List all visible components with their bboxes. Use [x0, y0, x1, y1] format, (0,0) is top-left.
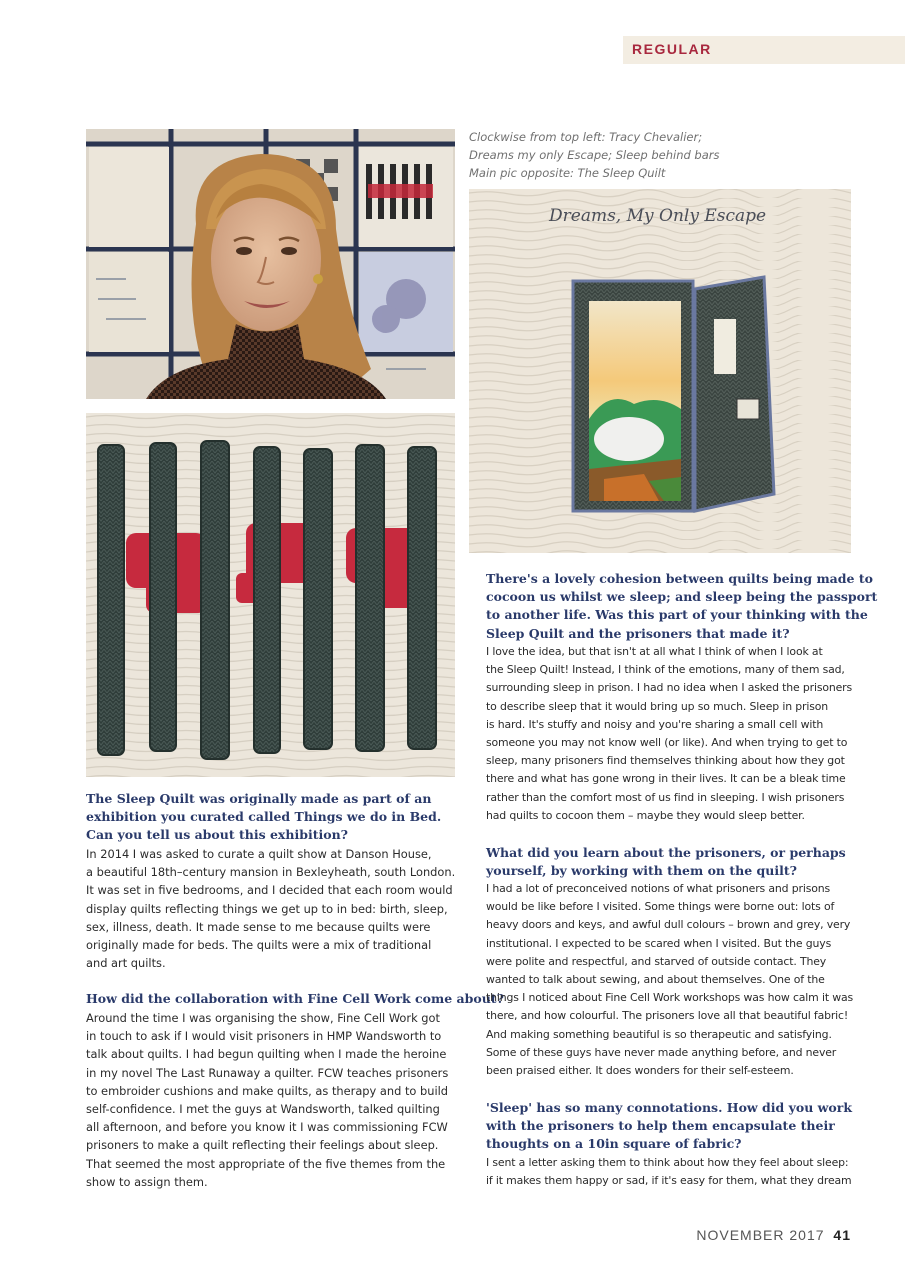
answer-line: talk about quilts. I had begun quilting when I made the heroine: [86, 1047, 447, 1062]
answer-line: would be like before I visited. Some things were borne out: lots of: [486, 900, 835, 914]
caption-line: Main pic opposite: The Sleep Quilt: [469, 166, 666, 180]
answer-line: I had a lot of preconceived notions of what prisoners and prisons: [486, 882, 831, 895]
answer-connotations: [486, 1154, 851, 1190]
page-number: 41: [833, 1227, 851, 1243]
issue-date: NOVEMBER 2017: [696, 1227, 825, 1243]
answer-line: had quilts to cocoon them – maybe they would sleep better.: [486, 808, 805, 822]
answer-exhibition: [86, 845, 455, 972]
question-line: thoughts on a 10in square of fabric?: [486, 1136, 742, 1152]
answer-line: to embroider cushions and make quilts, as therapy and to build: [86, 1083, 449, 1098]
answer-line: I love the idea, but that isn't at all what I think of when I look at: [486, 645, 823, 658]
bars-illustration: [86, 413, 455, 777]
answer-line: were polite and respectful, and starved of outside contact. They: [486, 954, 827, 968]
answer-collaboration: [86, 1009, 448, 1191]
answer-line: rather than the comfort most of us find in sleeping. I wish prisoners: [486, 790, 845, 804]
answer-line: prisoners to make a quilt reflecting their feelings about sleep.: [86, 1138, 439, 1153]
question-line: Sleep Quilt and the prisoners that made it?: [486, 625, 790, 641]
question-collaboration: [86, 990, 504, 1008]
answer-line: self-confidence. I met the guys at Wandsworth, talked quilting: [86, 1102, 440, 1117]
answer-line: and art quilts.: [86, 956, 166, 971]
answer-line: there and what has gone wrong in their lives. It can be a bleak time: [486, 772, 846, 786]
photo-caption: [469, 128, 769, 182]
answer-line: a beautiful 18th–century mansion in Bexleyheath, south London.: [86, 865, 456, 880]
stitched-title: Dreams, My Only Escape: [549, 206, 767, 226]
caption-line: Dreams my only Escape; Sleep behind bars: [469, 148, 720, 162]
answer-line: things I noticed about Fine Cell Work workshops was how calm it was: [486, 991, 854, 1005]
answer-line: if it makes them happy or sad, if it's easy for them, what they dream: [486, 1174, 852, 1188]
question-line: exhibition you curated called Things we do in Bed.: [86, 809, 442, 825]
page-footer: [696, 1227, 851, 1243]
answer-line: display quilts reflecting things we get up to in bed: birth, sleep,: [86, 901, 448, 916]
door-illustration: [469, 189, 851, 553]
answer-line: It was set in five bedrooms, and I decided that each room would: [86, 883, 453, 898]
answer-line: sleep, many prisoners find themselves thinking about how they got: [486, 754, 845, 768]
answer-line: all afternoon, and before you know it I was commissioning FCW: [86, 1120, 448, 1135]
question-line: yourself, by working with them on the quilt?: [486, 863, 797, 879]
answer-line: to describe sleep that it would bring up so much. Sleep in prison: [486, 699, 829, 713]
answer-line: And making something beautiful is so therapeutic and satisfying.: [486, 1027, 832, 1041]
answer-line: show to assign them.: [86, 1174, 208, 1189]
answer-line: in my novel The Last Runaway a quilter. FCW teaches prisoners: [86, 1065, 449, 1080]
answer-line: is hard. It's stuffy and noisy and you're sharing a small cell with: [486, 717, 824, 731]
answer-line: Some of these guys have never made anything before, and never: [486, 1045, 837, 1059]
question-line: Can you tell us about this exhibition?: [86, 827, 348, 843]
answer-line: in touch to ask if I would visit prisoners in HMP Wandsworth to: [86, 1029, 442, 1044]
question-line: 'Sleep' has so many connotations. How did you work: [486, 1100, 853, 1115]
question-line: to another life. Was this part of your thinking with the: [486, 607, 868, 623]
question-line: cocoon us whilst we sleep; and sleep being the passport: [486, 589, 878, 605]
answer-line: someone you may not know well (or like). And when trying to get to: [486, 736, 848, 750]
answer-line: That seemed the most appropriate of the five themes from the: [86, 1156, 446, 1171]
answer-line: sex, illness, death. It made sense to me because quilts were: [86, 919, 431, 934]
answer-line: originally made for beds. The quilts were a mix of traditional: [86, 938, 432, 953]
answer-line: been praised either. It does wonders for their self-esteem.: [486, 1064, 794, 1078]
answer-line: Around the time I was organising the show, Fine Cell Work got: [86, 1011, 440, 1025]
dreams-only-escape-photo: [469, 189, 851, 553]
caption-line: Clockwise from top left: Tracy Chevalier;: [469, 130, 703, 144]
answer-line: In 2014 I was asked to curate a quilt show at Danson House,: [86, 847, 432, 861]
question-cohesion: [486, 570, 877, 643]
answer-line: wanted to talk about sewing, and about themselves. One of the: [486, 973, 825, 987]
answer-line: the Sleep Quilt! Instead, I think of the emotions, many of them sad,: [486, 663, 845, 677]
question-line: with the prisoners to help them encapsulate their: [486, 1118, 835, 1134]
question-learn: [486, 844, 846, 880]
section-tag: REGULAR: [632, 41, 712, 57]
question-connotations: [486, 1099, 852, 1154]
answer-line: I sent a letter asking them to think about how they feel about sleep:: [486, 1156, 849, 1169]
answer-line: institutional. I expected to be scared when I visited. But the guys: [486, 936, 832, 950]
portrait-photo: [86, 129, 455, 399]
answer-line: there, and how colourful. The prisoners love all that beautiful fabric!: [486, 1009, 849, 1023]
answer-line: heavy doors and keys, and awful dull colours – brown and grey, very: [486, 918, 851, 932]
portrait-illustration: [86, 129, 455, 399]
answer-learn: [486, 880, 853, 1080]
question-exhibition: [86, 790, 441, 845]
question-line: How did the collaboration with Fine Cell Work come about?: [86, 991, 504, 1006]
answer-cohesion: [486, 643, 852, 825]
sleep-behind-bars-photo: [86, 413, 455, 777]
question-line: The Sleep Quilt was originally made as part of an: [86, 791, 432, 806]
question-line: There's a lovely cohesion between quilts being made to: [486, 571, 873, 586]
question-line: What did you learn about the prisoners, or perhaps: [486, 845, 846, 860]
answer-line: surrounding sleep in prison. I had no idea when I asked the prisoners: [486, 681, 853, 695]
